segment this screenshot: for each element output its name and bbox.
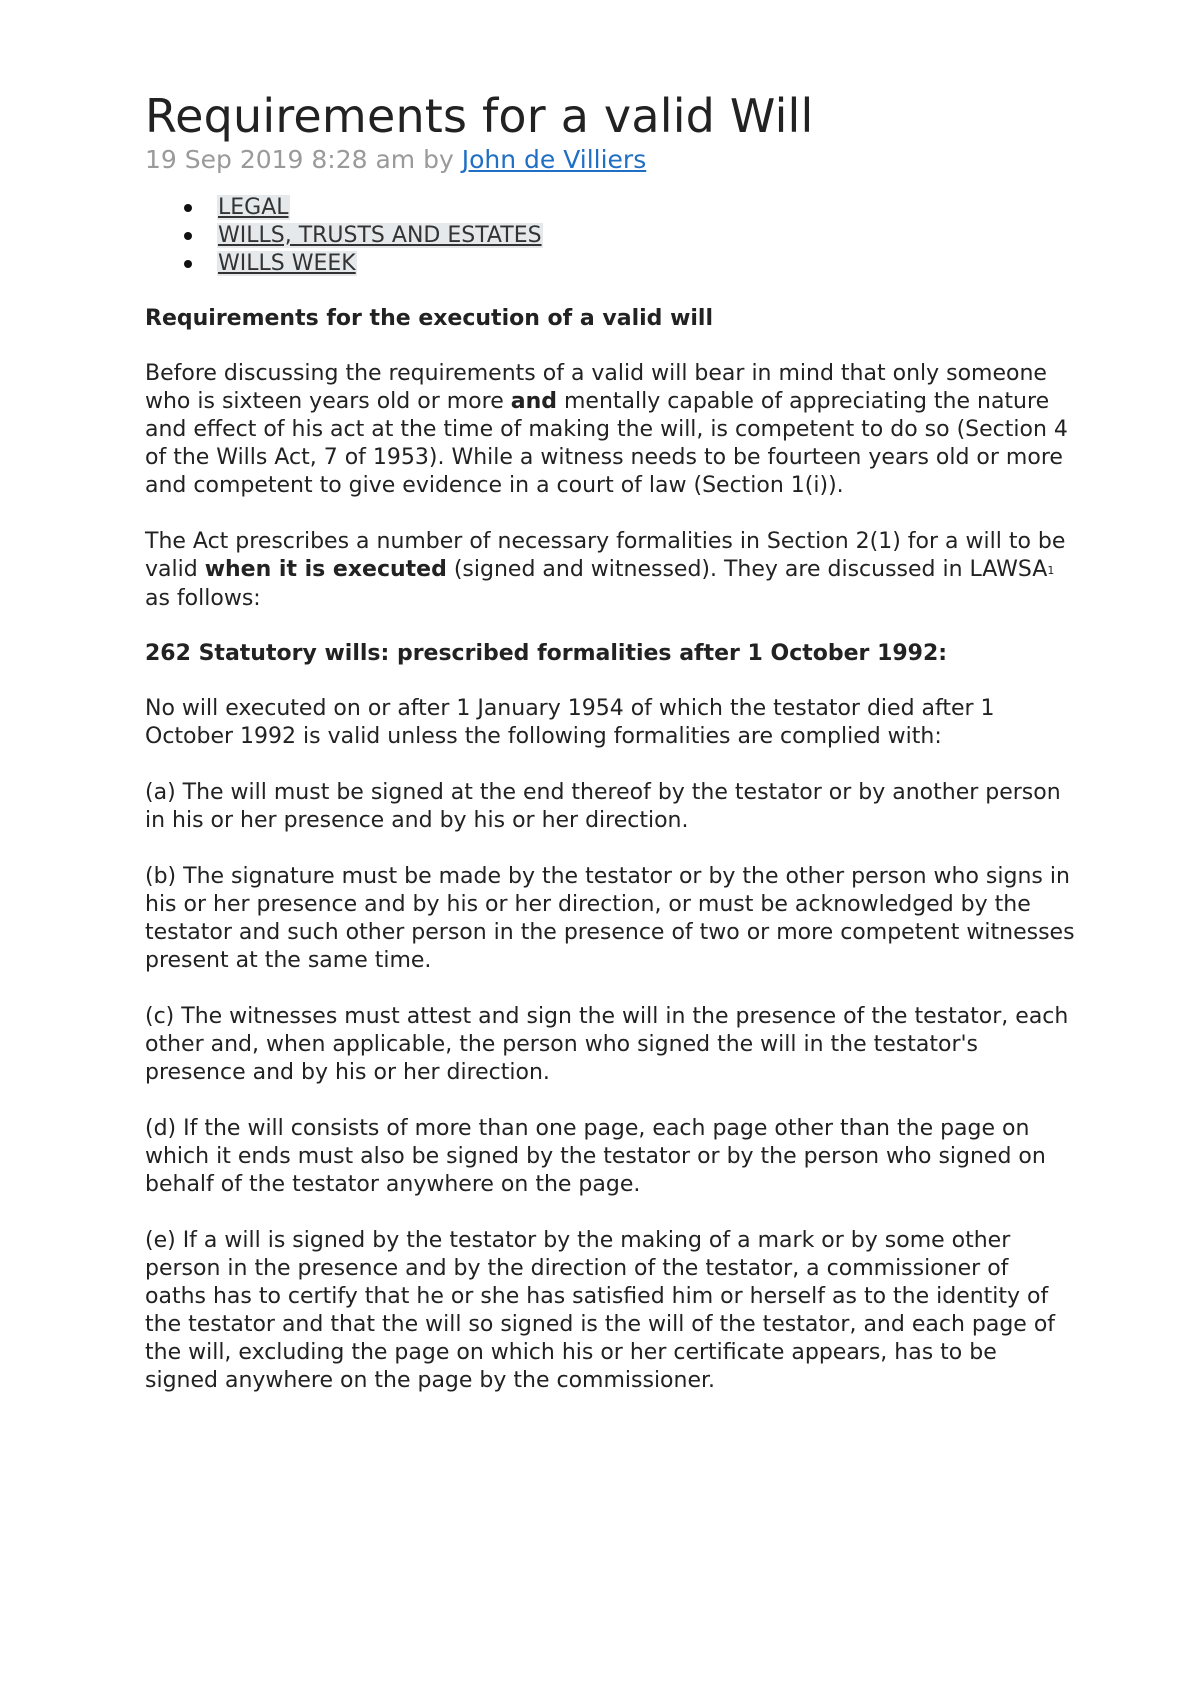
paragraph-intro — [145, 360, 1075, 500]
formality-item-d: (d) If the will consists of more than one page, each page other than the page on which it ends must also be signed by the testator or by the person who signed on behalf of the testator anywhere on the page. — [145, 1116, 1046, 1197]
subsection-heading: 262 Statutory wills: prescribed formalities after 1 October 1992: — [145, 641, 948, 666]
author-link[interactable]: John de Villiers — [461, 145, 647, 174]
formality-item-c: (c) The witnesses must attest and sign the will in the presence of the testator, each other and, when applicable, the person who signed the will in the testator's presence and by his or her direction. — [145, 1004, 1069, 1085]
tag-link-legal[interactable]: LEGAL — [218, 195, 289, 220]
formality-item-e: (e) If a will is signed by the testator by the making of a mark or by some other person in the presence and by the direction of the testator, a commissioner of oaths has to certify that he or she has satisfied him or herself as to the identity of the testator and that the will so signed is the will of the testator, and each page of the will, excluding the page on which his or her certificate appears, has to be signed anywhere on the page by the commissioner. — [145, 1228, 1056, 1393]
tag-link-wills-week[interactable]: WILLS WEEK — [218, 251, 356, 276]
tag-item — [217, 250, 1075, 278]
post-date: 19 Sep 2019 8:28 am by — [145, 145, 462, 174]
paragraph-text: Before discussing the requirements of a valid will bear in mind that only someone who is sixteen years old or more — [145, 361, 1047, 414]
bold-text: and — [510, 389, 557, 414]
section-heading: Requirements for the execution of a valid will — [145, 306, 714, 331]
tag-item — [217, 194, 1075, 222]
paragraph-text: (signed and witnessed). They are discussed in LAWSA — [446, 557, 1048, 582]
paragraph-text: The Act prescribes a number of necessary formalities in Section 2(1) for a will to be valid — [145, 529, 1066, 582]
bold-text: when it is executed — [204, 557, 447, 582]
tag-link-wills-trusts-estates[interactable]: WILLS, TRUSTS AND ESTATES — [218, 223, 542, 248]
article — [145, 88, 1075, 1395]
footnote-marker: 1 — [1047, 564, 1055, 577]
formality-item-b: (b) The signature must be made by the testator or by the other person who signs in his or her presence and by his or her direction, or must be acknowledged by the testator and such other person in the presence of two or more competent witnesses present at the same time. — [145, 864, 1075, 973]
tag-item — [217, 222, 1075, 250]
post-meta — [145, 144, 1075, 176]
tag-list — [145, 194, 1075, 278]
paragraph-formalities: No will executed on or after 1 January 1954 of which the testator died after 1 October 1992 is valid unless the following formalities are complied with: — [145, 696, 995, 749]
formality-item-a: (a) The will must be signed at the end thereof by the testator or by another person in his or her presence and by his or her direction. — [145, 780, 1061, 833]
paragraph-act — [145, 528, 1075, 613]
paragraph-text: as follows: — [145, 586, 261, 611]
page-title: Requirements for a valid Will — [145, 89, 814, 143]
paragraph-text: mentally capable of appreciating the nature and effect of his act at the time of making the will, is competent to do so (Section 4 of the Wills Act, 7 of 1953). While a witness needs to be fourteen years old or more and competent to give evidence in a court of law (Section 1(i)). — [145, 389, 1068, 498]
